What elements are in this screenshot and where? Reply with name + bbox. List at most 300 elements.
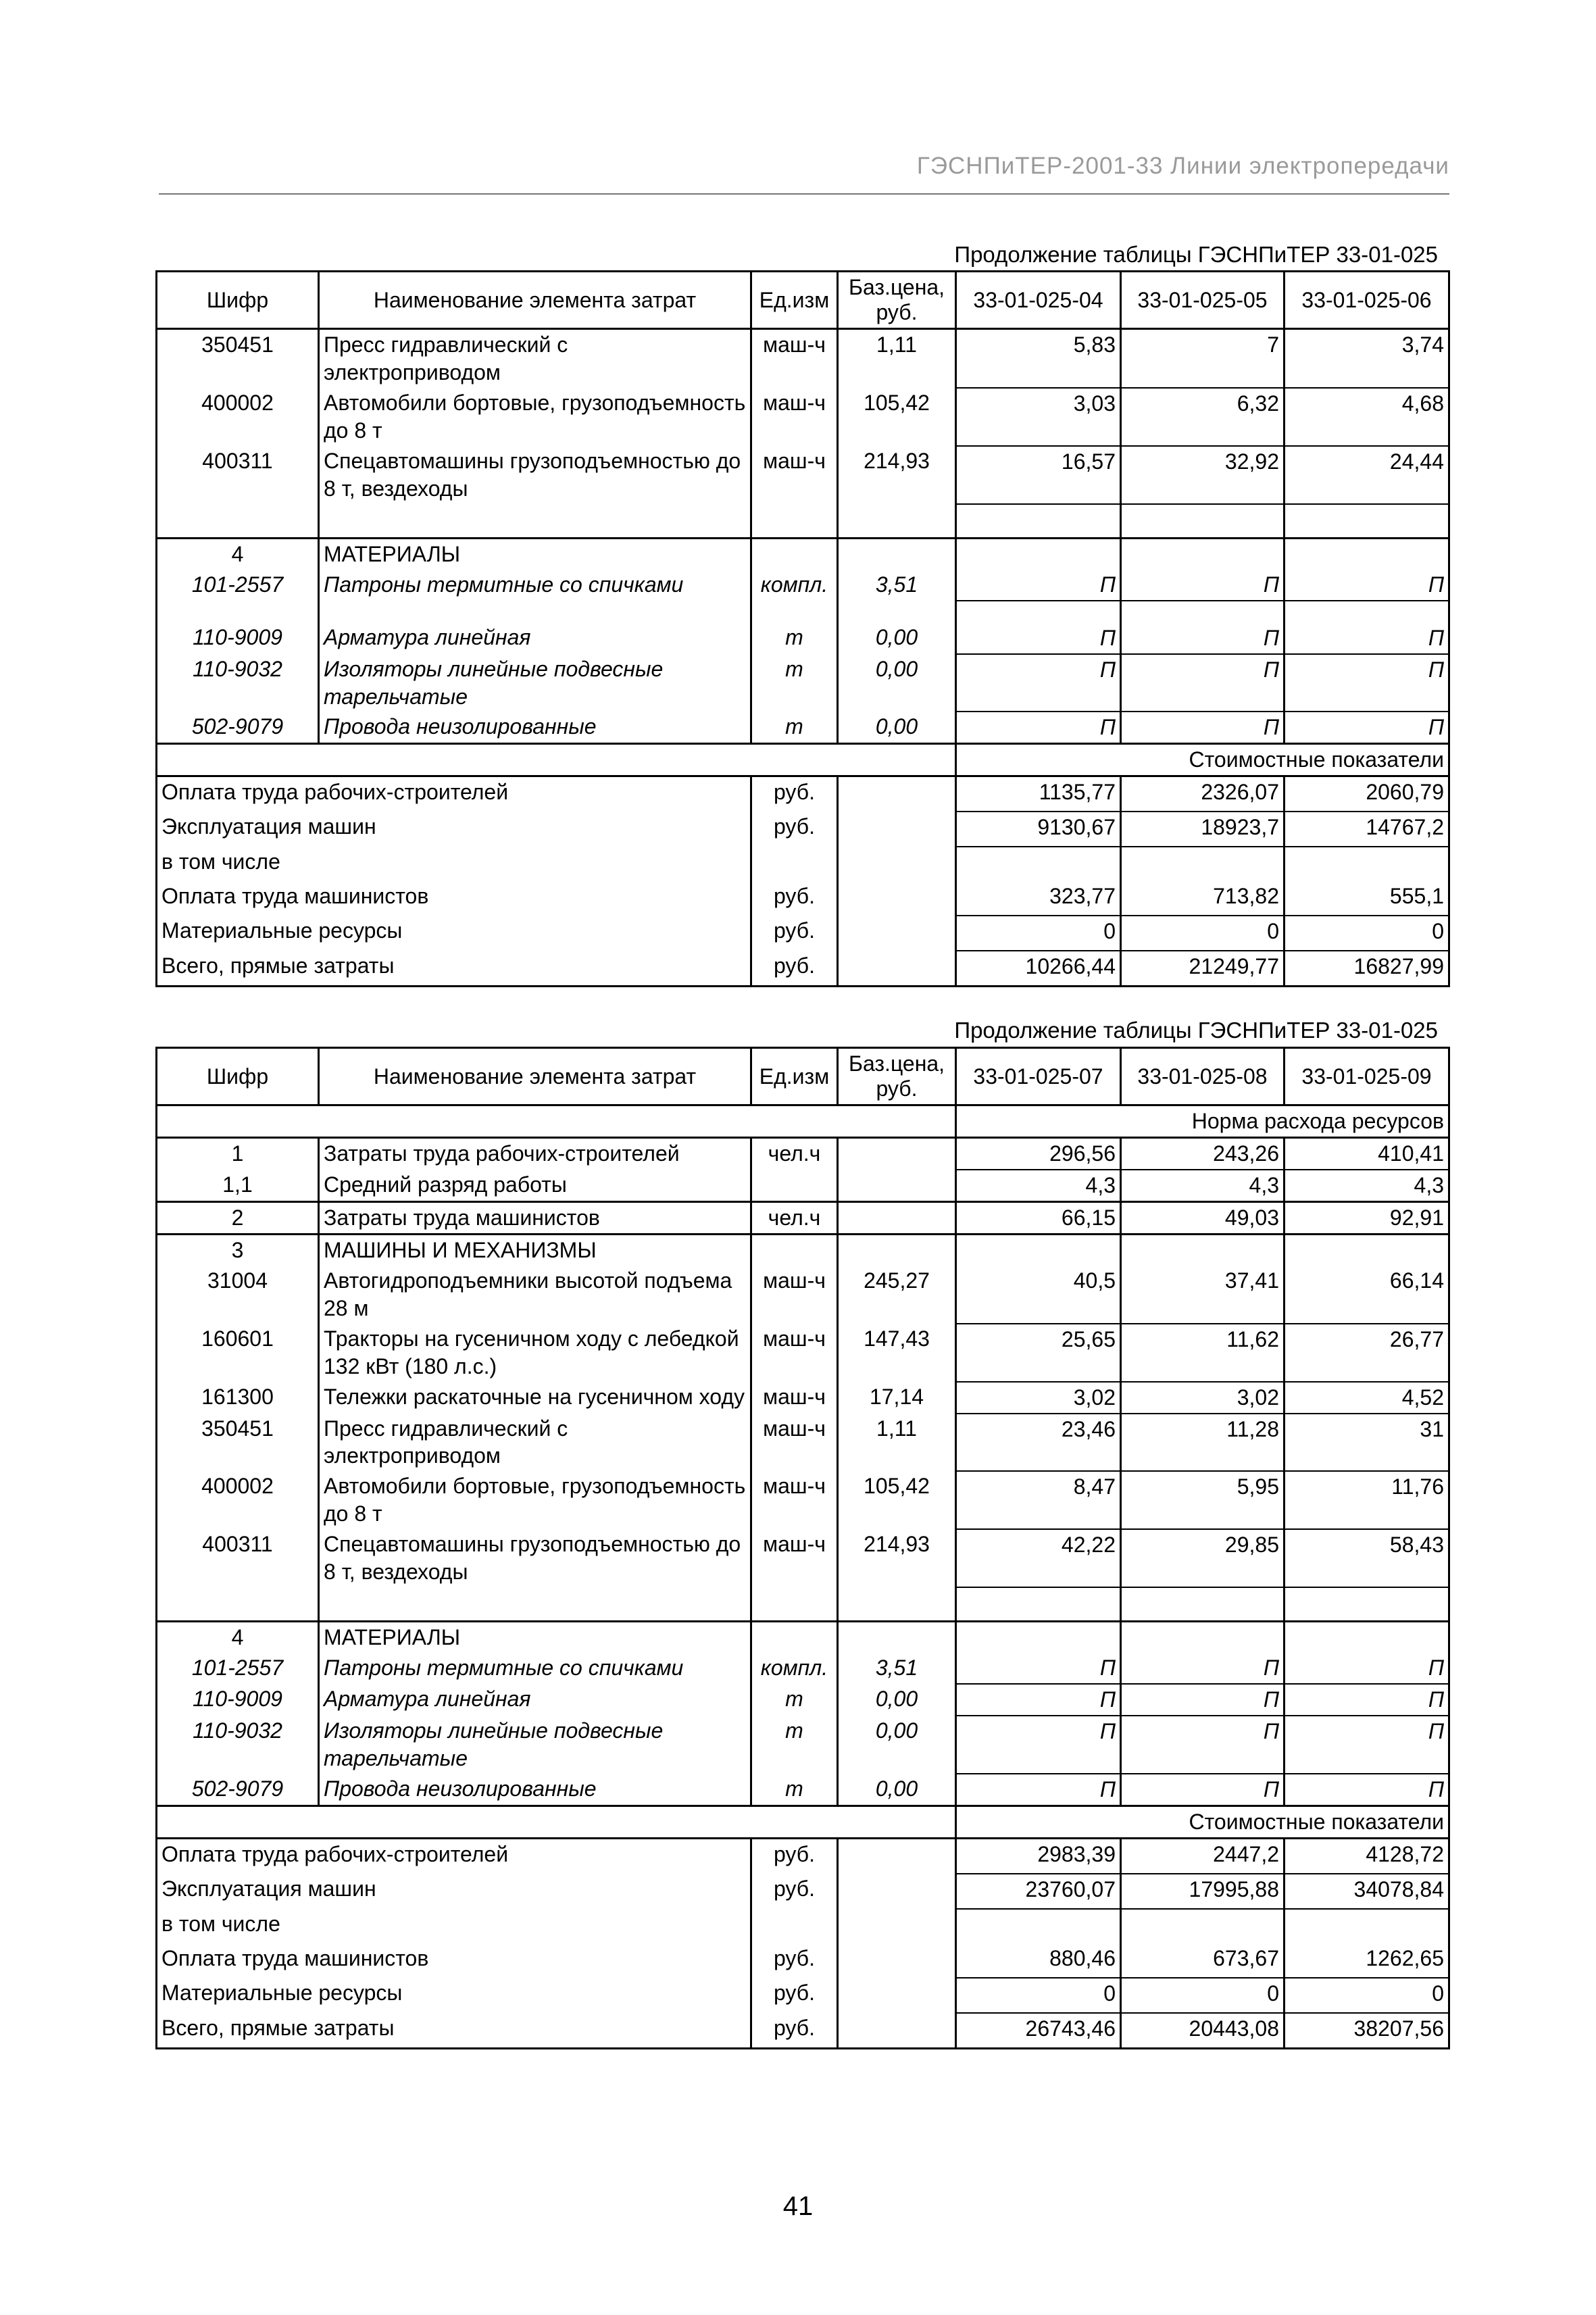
cost-label: Оплата труда рабочих-строителей [157,776,751,812]
resource-code: 502-9079 [157,1774,319,1806]
empty-cell [838,812,956,847]
empty-cell [956,1587,1121,1622]
resource-unit: маш-ч [751,446,838,504]
norm-value: 5,95 [1121,1471,1285,1529]
cost-value: 0 [1121,1978,1285,2013]
cost-band [157,744,1449,776]
empty-cell [319,1587,751,1622]
resource-row [157,388,1449,446]
resource-unit: т [751,601,838,654]
cost-row [157,1838,1449,1874]
cost-unit: руб. [751,812,838,847]
cost-label: в том числе [157,1909,751,1943]
resource-row [157,570,1449,601]
cost-label: Оплата труда рабочих-строителей [157,1838,751,1874]
resource-row [157,1684,1449,1716]
cost-value: 0 [956,916,1121,951]
empty-cell [956,538,1121,569]
norm-value: 8,47 [956,1471,1121,1529]
norm-value: 40,5 [956,1266,1121,1324]
empty-cell [838,881,956,916]
norm-value: 23,46 [956,1414,1121,1472]
cost-value: 0 [956,1978,1121,2013]
cost-value [1121,847,1285,881]
cost-value: 14767,2 [1285,812,1449,847]
empty-cell [1121,1234,1285,1265]
name-column-header: Наименование элемента затрат [319,272,751,329]
cost-value: 0 [1121,916,1285,951]
empty-cell [956,1234,1121,1265]
resource-name: Затраты труда машинистов [319,1201,751,1234]
resource-name: Патроны термитные со спичками [319,1653,751,1684]
norm-value: 3,03 [956,388,1121,446]
name-column-header: Наименование элемента затрат [319,1048,751,1105]
empty-cell [157,504,319,539]
code-column-header: Шифр [157,272,319,329]
resource-name: Арматура линейная [319,601,751,654]
table2-caption: Продолжение таблицы ГЭСНПиТЕР 33-01-025 [954,1018,1438,1043]
cost-value [1285,847,1449,881]
band-empty [157,1105,956,1138]
empty-cell [838,916,956,951]
resource-price: 0,00 [838,1684,956,1716]
empty-cell [838,1943,956,1978]
norm-value: 29,85 [1121,1529,1285,1587]
empty-cell [319,504,751,539]
resource-row [157,1471,1449,1529]
resource-name: Тракторы на гусеничном ходу с лебедкой 132 кВт (180 л.с.) [319,1324,751,1382]
cost-value: 18923,7 [1121,812,1285,847]
section-title: МАТЕРИАЛЫ [319,538,751,569]
cost-unit: руб. [751,881,838,916]
band-empty [157,744,956,776]
resource-code: 400311 [157,446,319,504]
cost-value: 2326,07 [1121,776,1285,812]
resource-name: Автомобили бортовые, грузоподъемность до 8 т [319,1471,751,1529]
norm-value: П [956,570,1121,601]
norm-column-header-05: 33-01-025-05 [1121,272,1285,329]
norm-value: 243,26 [1121,1137,1285,1169]
norm-value: 4,68 [1285,388,1449,446]
empty-cell [838,1587,956,1622]
resource-row [157,1137,1449,1169]
resource-unit: компл. [751,1653,838,1684]
cost-row [157,1943,1449,1978]
cost-row [157,2013,1449,2049]
resource-name: Автогидроподъемники высотой подъема 28 м [319,1266,751,1324]
cost-row [157,812,1449,847]
cost-value: 20443,08 [1121,2013,1285,2049]
empty-cell [157,1587,319,1622]
resource-unit: т [751,1684,838,1716]
cost-unit: руб. [751,916,838,951]
norm-value: 4,52 [1285,1382,1449,1414]
resource-name: Арматура линейная [319,1684,751,1716]
cost-value: 34078,84 [1285,1874,1449,1909]
empty-cell [838,2013,956,2049]
cost-label: Оплата труда машинистов [157,1943,751,1978]
empty-cell [751,1234,838,1265]
resource-code: 110-9009 [157,601,319,654]
norm-value: 4,3 [1121,1170,1285,1201]
resource-row [157,329,1449,388]
empty-cell [838,504,956,539]
empty-cell [956,1622,1121,1653]
resource-price: 17,14 [838,1382,956,1414]
resource-code: 101-2557 [157,570,319,601]
norm-value: П [1285,712,1449,743]
cost-value: 713,82 [1121,881,1285,916]
empty-cell [838,776,956,812]
cost-unit: руб. [751,1943,838,1978]
norm-column-header-09: 33-01-025-09 [1285,1048,1449,1105]
cost-unit [751,1909,838,1943]
table1-body [157,329,1449,987]
norm-value: П [1121,1684,1285,1716]
cost-value: 17995,88 [1121,1874,1285,1909]
norm-value: П [1285,1716,1449,1774]
resource-price: 3,51 [838,570,956,601]
cost-row [157,847,1449,881]
cost-value: 4128,72 [1285,1838,1449,1874]
norm-value: 296,56 [956,1137,1121,1169]
resource-name: Провода неизолированные [319,712,751,743]
resource-unit: т [751,1716,838,1774]
norm-value: П [1285,1774,1449,1806]
norm-value: 410,41 [1285,1137,1449,1169]
empty-cell [1121,538,1285,569]
norm-value: 3,74 [1285,329,1449,388]
empty-cell [1121,1622,1285,1653]
resource-row [157,601,1449,654]
resource-price: 1,11 [838,1414,956,1472]
resource-unit: маш-ч [751,1266,838,1324]
norm-value: П [956,601,1121,654]
norm-value: 4,3 [956,1170,1121,1201]
cost-value: 0 [1285,1978,1449,2013]
norm-value: П [1285,570,1449,601]
cost-value: 880,46 [956,1943,1121,1978]
cost-value: 555,1 [1285,881,1449,916]
cost-value [1285,1909,1449,1943]
resource-price: 0,00 [838,712,956,743]
norm-column-header-04: 33-01-025-04 [956,272,1121,329]
resource-unit: маш-ч [751,1414,838,1472]
resource-name: Спецавтомашины грузоподъемностью до 8 т, вездеходы [319,446,751,504]
norm-value: 37,41 [1121,1266,1285,1324]
resource-name: Средний разряд работы [319,1170,751,1201]
cost-label: Всего, прямые затраты [157,951,751,987]
resource-row [157,1201,1449,1234]
norm-value: П [956,712,1121,743]
empty-cell [838,951,956,987]
norm-value: 16,57 [956,446,1121,504]
cost-unit: руб. [751,951,838,987]
empty-cell [751,1587,838,1622]
empty-cell [838,1909,956,1943]
norm-value: 7 [1121,329,1285,388]
empty-cell [838,1874,956,1909]
norm-value: 42,22 [956,1529,1121,1587]
resource-unit: маш-ч [751,1382,838,1414]
resource-row [157,1653,1449,1684]
cost-value: 38207,56 [1285,2013,1449,2049]
empty-cell [1121,504,1285,539]
norm-value: 31 [1285,1414,1449,1472]
resource-unit: компл. [751,570,838,601]
resource-row [157,654,1449,712]
norm-value: 4,3 [1285,1170,1449,1201]
resource-code: 400002 [157,1471,319,1529]
resource-row [157,1529,1449,1587]
resource-code: 101-2557 [157,1653,319,1684]
cost-value: 21249,77 [1121,951,1285,987]
section-header-row [157,538,1449,569]
resource-unit: чел.ч [751,1201,838,1234]
spacer-row [157,504,1449,539]
empty-cell [838,1978,956,2013]
norm-value: П [1121,1774,1285,1806]
resource-price: 147,43 [838,1324,956,1382]
unit-column-header: Ед.изм [751,272,838,329]
cost-label: Материальные ресурсы [157,1978,751,2013]
cost-value: 2983,39 [956,1838,1121,1874]
norm-value: 11,28 [1121,1414,1285,1472]
norm-value: 11,76 [1285,1471,1449,1529]
resource-price: 1,11 [838,329,956,388]
cost-label: Эксплуатация машин [157,1874,751,1909]
resource-unit: т [751,712,838,743]
norm-value: 49,03 [1121,1201,1285,1234]
spacer-row [157,1587,1449,1622]
cost-value: 673,67 [1121,1943,1285,1978]
norm-value: П [1121,601,1285,654]
resource-price: 0,00 [838,654,956,712]
empty-cell [1285,504,1449,539]
empty-cell [838,847,956,881]
cost-row [157,916,1449,951]
section-header-row [157,1234,1449,1265]
resource-unit: маш-ч [751,1529,838,1587]
resource-name: Патроны термитные со спичками [319,570,751,601]
resource-unit [751,1170,838,1201]
cost-unit [751,847,838,881]
empty-cell [1285,1234,1449,1265]
cost-label: Всего, прямые затраты [157,2013,751,2049]
resource-row [157,1324,1449,1382]
cost-value: 23760,07 [956,1874,1121,1909]
resource-code: 110-9009 [157,1684,319,1716]
resource-price: 105,42 [838,388,956,446]
resource-name: Изоляторы линейные подвесные тарельчатые [319,1716,751,1774]
norm-value: 24,44 [1285,446,1449,504]
resource-price: 0,00 [838,1774,956,1806]
cost-value [956,1909,1121,1943]
cost-unit: руб. [751,1838,838,1874]
norm-value: П [1121,1716,1285,1774]
norm-value: П [1285,1684,1449,1716]
norm-value: 6,32 [1121,388,1285,446]
cost-value: 323,77 [956,881,1121,916]
norm-value: П [1121,712,1285,743]
cost-unit: руб. [751,2013,838,2049]
norm-value: 11,62 [1121,1324,1285,1382]
norm-value: П [956,1653,1121,1684]
norm-value: 5,83 [956,329,1121,388]
cost-value: 9130,67 [956,812,1121,847]
resource-unit: маш-ч [751,388,838,446]
resource-price: 3,51 [838,1653,956,1684]
cost-label: Материальные ресурсы [157,916,751,951]
norm-value: 66,15 [956,1201,1121,1234]
band-empty [157,1806,956,1838]
cost-value: 16827,99 [1285,951,1449,987]
empty-cell [838,1234,956,1265]
resource-price [838,1170,956,1201]
resource-unit: маш-ч [751,1471,838,1529]
resource-code: 350451 [157,329,319,388]
resource-code: 161300 [157,1382,319,1414]
resource-price: 0,00 [838,601,956,654]
table1-caption: Продолжение таблицы ГЭСНПиТЕР 33-01-025 [954,242,1438,267]
resource-price [838,1137,956,1169]
empty-cell [1121,1587,1285,1622]
resource-row [157,446,1449,504]
resource-unit: т [751,654,838,712]
cost-row [157,1874,1449,1909]
resource-unit: маш-ч [751,1324,838,1382]
norm-column-header-06: 33-01-025-06 [1285,272,1449,329]
norm-column-header-07: 33-01-025-07 [956,1048,1121,1105]
cost-unit: руб. [751,1874,838,1909]
resource-name: Провода неизолированные [319,1774,751,1806]
norm-value: П [1121,570,1285,601]
resource-row [157,1382,1449,1414]
empty-cell [838,538,956,569]
cost-value [956,847,1121,881]
section-number: 4 [157,538,319,569]
resource-price: 105,42 [838,1471,956,1529]
resource-code: 400311 [157,1529,319,1587]
cost-value: 2060,79 [1285,776,1449,812]
section-number: 3 [157,1234,319,1265]
resource-price: 214,93 [838,1529,956,1587]
cost-value: 2447,2 [1121,1838,1285,1874]
resource-code: 31004 [157,1266,319,1324]
resource-name: Пресс гидравлический с электроприводом [319,1414,751,1472]
resource-code: 110-9032 [157,1716,319,1774]
empty-cell [751,504,838,539]
band-label: Стоимостные показатели [956,744,1449,776]
norm-value: П [1285,1653,1449,1684]
cost-value: 26743,46 [956,2013,1121,2049]
resource-price [838,1201,956,1234]
cost-label: в том числе [157,847,751,881]
table1-header-row [157,272,1449,329]
cost-unit: руб. [751,1978,838,2013]
norm-value: П [956,1684,1121,1716]
norm-value: П [1121,654,1285,712]
resource-name: Спецавтомашины грузоподъемностью до 8 т, вездеходы [319,1529,751,1587]
section-header-row [157,1622,1449,1653]
resource-price: 245,27 [838,1266,956,1324]
resource-table-1 [155,270,1450,987]
norm-value: П [1121,1653,1285,1684]
resource-name: Затраты труда рабочих-строителей [319,1137,751,1169]
price-column-header: Баз.цена, руб. [838,272,956,329]
resource-price: 0,00 [838,1716,956,1774]
norm-value: П [956,654,1121,712]
page-number: 41 [782,2191,814,2221]
resource-name: Пресс гидравлический с электроприводом [319,329,751,388]
resource-table-2 [155,1047,1450,2049]
empty-cell [956,504,1121,539]
resource-row [157,1266,1449,1324]
resource-unit: т [751,1774,838,1806]
cost-value: 0 [1285,916,1449,951]
table2-body [157,1105,1449,2049]
resource-unit: чел.ч [751,1137,838,1169]
resource-code: 350451 [157,1414,319,1472]
cost-row [157,951,1449,987]
resource-code: 1,1 [157,1170,319,1201]
resource-row [157,1716,1449,1774]
resource-row [157,712,1449,743]
norm-value: 92,91 [1285,1201,1449,1234]
resource-price: 214,93 [838,446,956,504]
cost-row [157,881,1449,916]
cost-value: 10266,44 [956,951,1121,987]
band-label: Стоимостные показатели [956,1806,1449,1838]
norm-value: 3,02 [956,1382,1121,1414]
norm-value: П [956,1716,1121,1774]
empty-cell [838,1622,956,1653]
unit-column-header: Ед.изм [751,1048,838,1105]
resource-row [157,1774,1449,1806]
resource-code: 502-9079 [157,712,319,743]
norm-value: П [1285,601,1449,654]
section-title: МАШИНЫ И МЕХАНИЗМЫ [319,1234,751,1265]
resource-code: 1 [157,1137,319,1169]
resource-row [157,1170,1449,1201]
empty-cell [1285,1622,1449,1653]
resource-code: 110-9032 [157,654,319,712]
cost-label: Оплата труда машинистов [157,881,751,916]
resource-row [157,1414,1449,1472]
norm-value: П [1285,654,1449,712]
empty-cell [1285,1587,1449,1622]
header-divider [159,193,1449,195]
cost-value [1121,1909,1285,1943]
cost-band [157,1806,1449,1838]
resource-name: Автомобили бортовые, грузоподъемность до 8 т [319,388,751,446]
cost-unit: руб. [751,776,838,812]
norm-column-header-08: 33-01-025-08 [1121,1048,1285,1105]
cost-row [157,1978,1449,2013]
norm-band [157,1105,1449,1138]
resource-name: Изоляторы линейные подвесные тарельчатые [319,654,751,712]
norm-value: 26,77 [1285,1324,1449,1382]
cost-row [157,1909,1449,1943]
cost-row [157,776,1449,812]
resource-code: 400002 [157,388,319,446]
section-title: МАТЕРИАЛЫ [319,1622,751,1653]
cost-value: 1135,77 [956,776,1121,812]
resource-unit: маш-ч [751,329,838,388]
cost-value: 1262,65 [1285,1943,1449,1978]
resource-code: 160601 [157,1324,319,1382]
price-column-header: Баз.цена, руб. [838,1048,956,1105]
